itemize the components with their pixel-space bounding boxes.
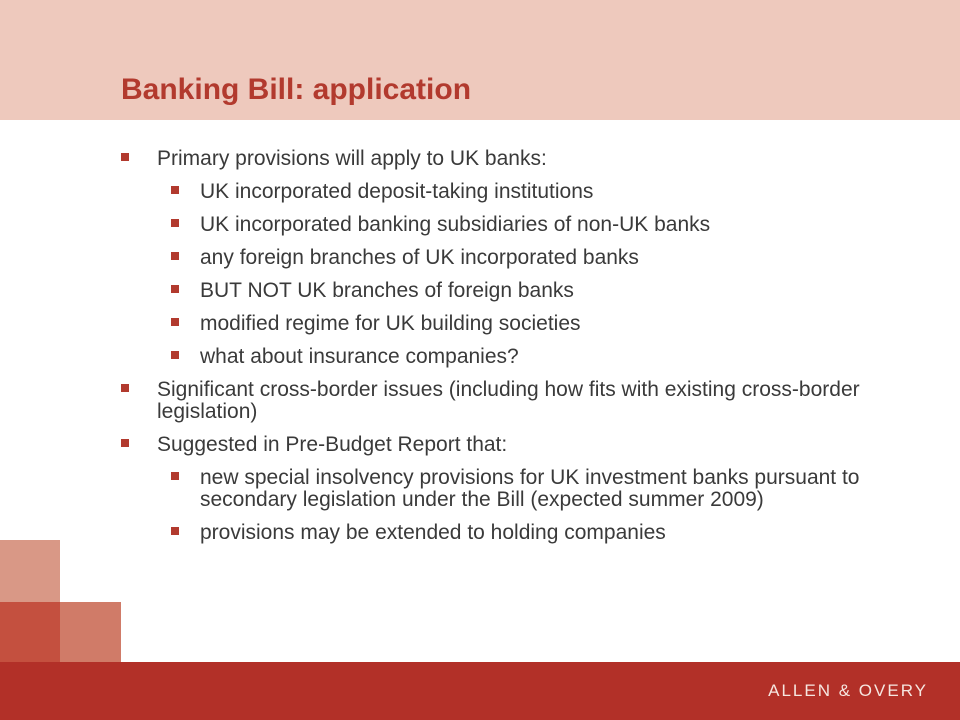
bullet-marker bbox=[171, 318, 179, 326]
bullet-marker bbox=[171, 285, 179, 293]
bullet-marker bbox=[171, 472, 179, 480]
bullet-marker bbox=[121, 384, 129, 392]
bullet-text: UK incorporated deposit-taking institutions bbox=[200, 180, 594, 203]
bullet-marker bbox=[121, 153, 129, 161]
sub-bullet-item bbox=[121, 181, 921, 203]
bullet-item bbox=[121, 148, 921, 170]
bullet-text: new special insolvency provisions for UK investment banks pursuant to secondary legislation under the Bill (expected summer 2009) bbox=[200, 466, 860, 511]
bullet-text: any foreign branches of UK incorporated banks bbox=[200, 246, 639, 269]
decorative-block bbox=[0, 602, 60, 662]
sub-bullet-item bbox=[121, 522, 921, 544]
bullet-item bbox=[121, 379, 921, 423]
bullet-marker bbox=[171, 351, 179, 359]
bullet-marker bbox=[171, 252, 179, 260]
bullet-item bbox=[121, 434, 921, 456]
decorative-block bbox=[60, 602, 121, 662]
bullet-list bbox=[121, 148, 921, 544]
bullet-text: Significant cross-border issues (including how fits with existing cross-border legislation) bbox=[157, 378, 860, 423]
bullet-marker bbox=[171, 527, 179, 535]
bullet-text: BUT NOT UK branches of foreign banks bbox=[200, 279, 574, 302]
footer-band bbox=[0, 662, 960, 720]
sub-bullet-item bbox=[121, 467, 921, 511]
allen-overy-logo: ALLEN & OVERY bbox=[768, 681, 928, 700]
bullet-marker bbox=[171, 186, 179, 194]
sub-bullet-item bbox=[121, 313, 921, 335]
sub-bullet-item bbox=[121, 346, 921, 368]
bullet-marker bbox=[171, 219, 179, 227]
bullet-text: Suggested in Pre-Budget Report that: bbox=[157, 433, 508, 456]
slide-title: Banking Bill: application bbox=[121, 73, 472, 106]
bullet-text: provisions may be extended to holding companies bbox=[200, 521, 666, 544]
sub-bullet-item bbox=[121, 280, 921, 302]
bullet-text: UK incorporated banking subsidiaries of non-UK banks bbox=[200, 213, 711, 236]
decorative-block bbox=[0, 540, 60, 602]
bullet-text: modified regime for UK building societies bbox=[200, 312, 581, 335]
bullet-text: what about insurance companies? bbox=[200, 345, 519, 368]
sub-bullet-item bbox=[121, 247, 921, 269]
bullet-text: Primary provisions will apply to UK banks: bbox=[157, 147, 547, 170]
sub-bullet-item bbox=[121, 214, 921, 236]
bullet-marker bbox=[121, 439, 129, 447]
